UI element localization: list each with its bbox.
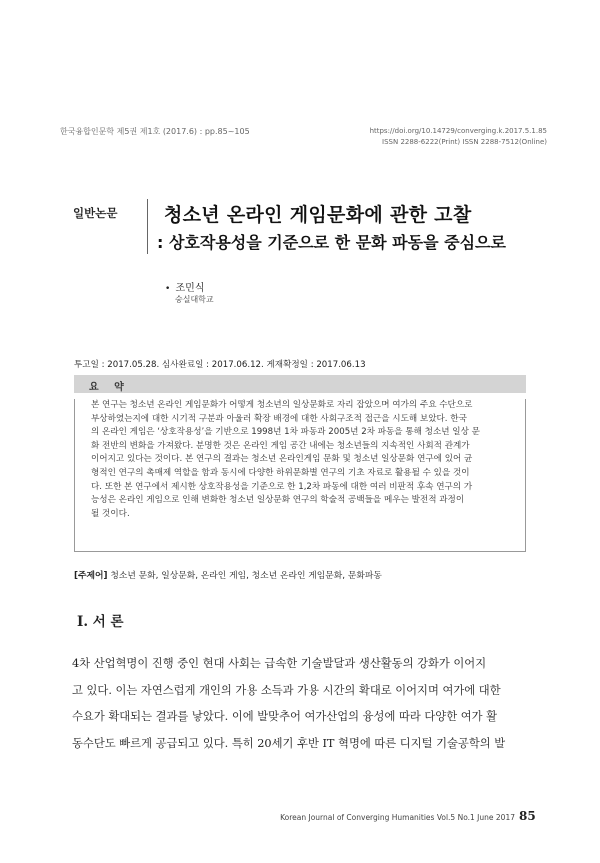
keywords-label: [주제어] xyxy=(74,571,108,581)
abstract-line: 본 연구는 청소년 온라인 게임문화가 어떻게 청소년의 일상문화로 자리 잡았으며 여가의 주요 수단으로 xyxy=(91,400,473,410)
journal-citation: 한국융합인문학 제5권 제1호 (2017.6) : pp.85~105 xyxy=(60,127,250,136)
submission-dates: 투고일 : 2017.05.28. 심사완료일 : 2017.06.12. 게재확정일 : 2017.06.13 xyxy=(74,360,366,370)
page-number: 85 xyxy=(519,809,536,823)
issn-text: ISSN 2288-6222(Print) ISSN 2288-7512(Online) xyxy=(382,138,547,146)
body-line: 고 있다. 이는 자연스럽게 개인의 가용 소득과 가용 시간의 확대로 이어지며 여가에 대한 xyxy=(72,683,501,697)
article-category: 일반논문 xyxy=(73,206,118,220)
article-title: 청소년 온라인 게임문화에 관한 고찰 xyxy=(164,204,472,226)
body-line: 동수단도 빠르게 공급되고 있다. 특히 20세기 후반 IT 혁명에 따른 디지털 기술공학의 발 xyxy=(72,736,506,750)
keywords-row xyxy=(74,568,382,581)
abstract-line: 화 전반의 변화을 가져왔다. 분명한 것은 온라인 게임 공간 내에는 청소년들의 지속적인 사회적 관계가 xyxy=(91,440,470,451)
body-line: 수요가 확대되는 결과를 낳았다. 이에 발맞추어 여가산업의 융성에 따라 다양한 여가 활 xyxy=(72,710,498,723)
abstract-title: 요 약 xyxy=(89,382,130,393)
footer-journal: Korean Journal of Converging Humanities Vol.5 No.1 June 2017 xyxy=(280,813,515,822)
section-heading: Ⅰ. 서 론 xyxy=(77,614,124,630)
abstract-box xyxy=(74,399,526,552)
keywords-text: 청소년 문화, 일상문화, 온라인 게임, 청소년 온라인 게임문화, 문화파동 xyxy=(110,571,382,581)
abstract-line: 형적인 연구의 촉매제 역할을 함과 동시에 다양한 하위문화별 연구의 기초 자료로 활용될 수 있을 것이 xyxy=(91,467,470,478)
author-affiliation: 숭실대학교 xyxy=(175,295,214,304)
doi-issn-block xyxy=(370,126,547,148)
abstract-header-bar xyxy=(74,375,526,393)
abstract-line: 다. 또한 본 연구에서 제시한 상호작용성을 기준으로 한 1,2차 파동에 대한 여러 비판적 후속 연구의 가 xyxy=(91,481,473,492)
abstract-line: 이어지고 있다는 것이다. 본 연구의 결과는 청소년 온라인게임 문화 및 청소년 일상문화 연구에 있어 균 xyxy=(91,454,473,465)
abstract-line: 능성은 온라인 게임으로 인해 변화한 청소년 일상문화 연구의 학술적 공백들을 메우는 발전적 과정이 xyxy=(91,495,465,506)
author-name: 조민식 xyxy=(175,283,205,294)
body-paragraph xyxy=(72,651,532,757)
abstract-line: 의 온라인 게임은 ‘상호작용성’을 기반으로 1998년 1차 파동과 2005년 2차 파동을 통해 청소년 일상 문 xyxy=(91,427,480,438)
article-subtitle: : 상호작용성을 기준으로 한 문화 파동을 중심으로 xyxy=(157,233,506,252)
abstract-line: 될 것이다. xyxy=(91,508,130,519)
title-divider xyxy=(147,199,148,254)
author-row xyxy=(165,279,204,294)
doi-link[interactable]: https://doi.org/10.14729/converging.k.2017.5.1.85 xyxy=(369,127,547,135)
body-line: 4차 산업혁명이 진행 중인 현대 사회는 급속한 기술발달과 생산활동의 강화가 이어지 xyxy=(72,657,487,670)
author-bullet: • xyxy=(165,284,171,294)
abstract-line: 부상하였는지에 대한 시기적 구분과 아울러 확장 배경에 대한 사회구조적 접근을 시도해 보았다. 한국 xyxy=(91,413,467,424)
